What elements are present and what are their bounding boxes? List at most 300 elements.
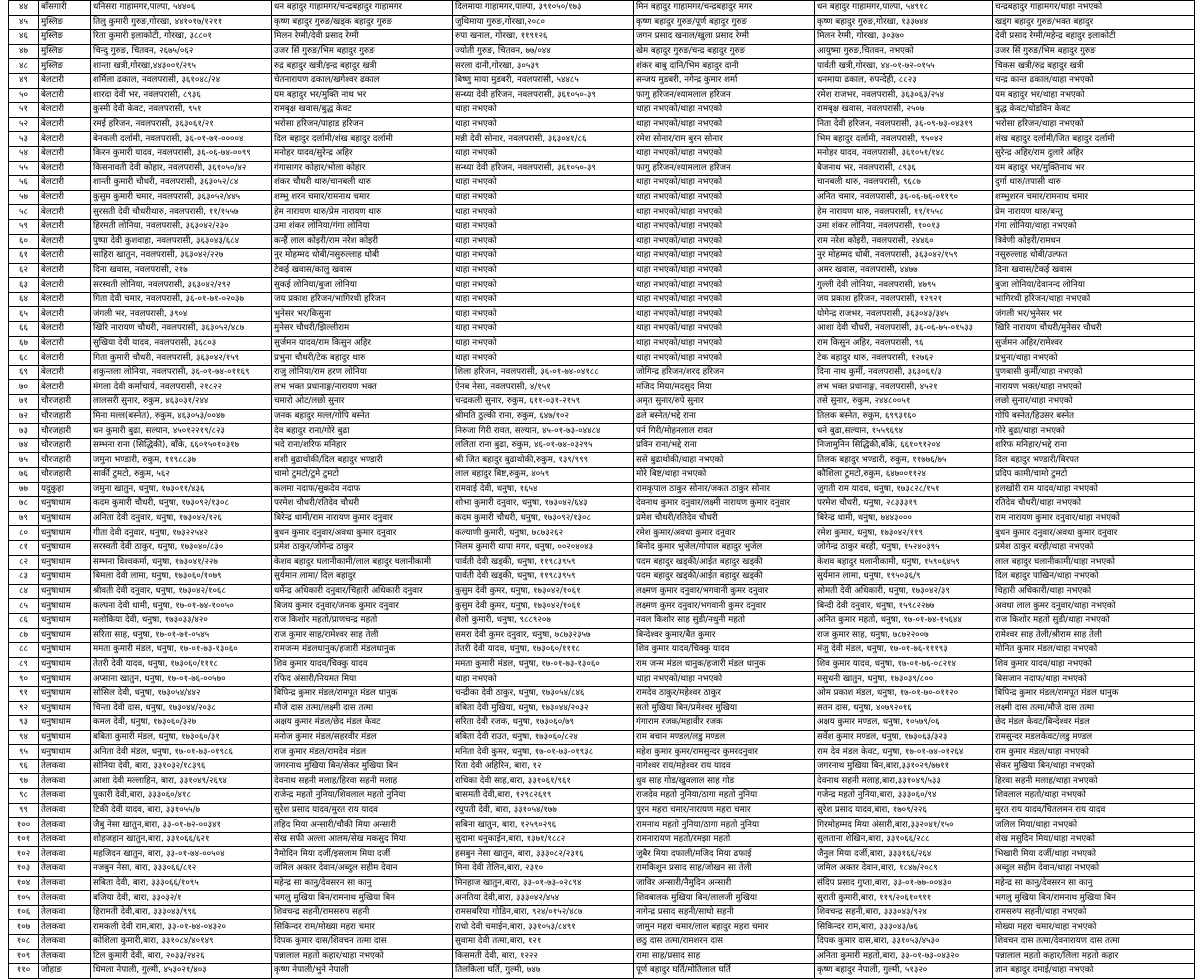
witness-one-details-cell: अनतिया देवी,बारा, ३३३०४२/४५४ xyxy=(453,891,634,906)
witness-one-details-cell: थाहा नभएको xyxy=(453,176,634,191)
witness-two-details-cell: मनोहर यादव, नवलपरासी, ३६१०५१/१४८ xyxy=(815,146,993,161)
witness-two-relations-cell: भगलु मुखिया बिन/रामनाथ मुखिया बिन xyxy=(993,891,1195,906)
witness-two-details-cell: जोगेन्द्र ठाकुर बरही, धनुषा, १५२४०३९५ xyxy=(815,540,993,555)
applicant-details-cell: मलोकिया देवी, धनुषा, १७३०३३/४२० xyxy=(91,613,272,628)
ward-name-cell: बेलटारी xyxy=(39,322,91,337)
witness-two-details-cell: आशा देवी चौधरी, नवलपरासी, ३६-०६-७५-०१५३३ xyxy=(815,322,993,337)
witness-two-relations-cell: रतिदेव चौधरी/थाहा नभएको xyxy=(993,497,1195,512)
table-row xyxy=(9,132,1195,147)
applicant-relations-cell: यम बहादुर भर/मुक्ति नाथ भर xyxy=(272,88,453,103)
applicant-relations-cell: गंगासागर कोहार/भोला कोहार xyxy=(272,161,453,176)
witness-one-relations-cell: लक्ष्मण कुमार दनुवार/भगवानी कुमर दनुवार xyxy=(634,584,815,599)
serial-number-cell: ११० xyxy=(9,964,39,979)
witness-two-details-cell: धनमाया ढकाल, रुपन्देही, ८८२३ xyxy=(815,73,993,88)
applicant-relations-cell: हेम नारायण थारु/प्रेम नारायण थारु xyxy=(272,205,453,220)
serial-number-cell: ८५ xyxy=(9,599,39,614)
applicant-details-cell: मंगला देवी कर्माचार्य, नवलपरासी, २१८२२ xyxy=(91,380,272,395)
witness-two-details-cell: बिन्दी देवी दनुवार, धनुषा, १५९८२२७७ xyxy=(815,599,993,614)
witness-one-details-cell: जुथिमाया गुरुङ,गोरखा,२०८० xyxy=(453,15,634,30)
witness-two-details-cell: दिना नाथ कुर्मी, नवलपरासी, ३६३०६१/३ xyxy=(815,365,993,380)
serial-number-cell: ७९ xyxy=(9,511,39,526)
witness-one-relations-cell: प्रविन राना/भद्दे राना xyxy=(634,438,815,453)
table-row xyxy=(9,146,1195,161)
witness-one-relations-cell: मजिद मिया/मदसुद मिया xyxy=(634,380,815,395)
applicant-relations-cell: बिजय कुमार दनुवार/जनक कुमार दनुवार xyxy=(272,599,453,614)
applicant-relations-cell: मिलन रेग्मी/देवी प्रसाद रेग्मी xyxy=(272,30,453,45)
applicant-details-cell: चिन्दु गुरुङ, चितवन, २६७५/०६२ xyxy=(91,44,272,59)
witness-one-details-cell: कदम कुमारी चौधरी, धनुषा, १७३०९२/१३०८ xyxy=(453,511,634,526)
serial-number-cell: ९६ xyxy=(9,759,39,774)
table-row xyxy=(9,628,1195,643)
applicant-details-cell: पुष्पा देवी कुशवाहा, नवलपरासी, ३६३०४३/६८४ xyxy=(91,234,272,249)
applicant-details-cell: जमुना भण्डारी, रुकुम, ११९८८३७ xyxy=(91,453,272,468)
witness-two-details-cell: सिकिन्दर राम,बारा, ३३३०४३/७६ xyxy=(815,920,993,935)
witness-two-details-cell: रमेश राजभर, नवलपरासी, ३६३०६३/२५४ xyxy=(815,88,993,103)
witness-two-details-cell: सुरेश प्रसाद यादव,बारा, १७०९/२२६ xyxy=(815,803,993,818)
applicant-details-cell: सोनिया देवी, बारा, ३३१०३२/१८३९६ xyxy=(91,759,272,774)
ward-name-cell: धनुषाधाम xyxy=(39,730,91,745)
witness-one-relations-cell: थाहा नभएको/थाहा नभएको xyxy=(634,336,815,351)
witness-one-details-cell: चन्द्रकली सुनार, रुकुम, ६११-०३१-२१५९ xyxy=(453,395,634,410)
witness-one-details-cell: थाहा नभएको xyxy=(453,205,634,220)
table-row xyxy=(9,540,1195,555)
witness-two-details-cell: केशव बहादुर घलानीकामी, धनुषा, १५९०६४५९ xyxy=(815,555,993,570)
applicant-relations-cell: सुर्यमान लामा/ दिल बहादुर xyxy=(272,570,453,585)
ward-name-cell: तेलकवा xyxy=(39,803,91,818)
ward-name-cell: तेलकवा xyxy=(39,935,91,950)
table-row xyxy=(9,249,1195,264)
witness-two-relations-cell: खड्ग बहादुर गुरुङ/भक्त बहादुर xyxy=(993,15,1195,30)
applicant-details-cell: शोहजहान खातुन,बारा, ३३१०६६/६२१ xyxy=(91,832,272,847)
applicant-details-cell: बेनकली दर्लामी, नवलपरासी, ३६-०१-७१-००००४ xyxy=(91,132,272,147)
witness-one-relations-cell: जुबैर मिया दफाली/मजिद मिया ढफाई xyxy=(634,847,815,862)
witness-two-relations-cell: गोपि बस्नेत/हिउसर बस्नेत xyxy=(993,409,1195,424)
table-row xyxy=(9,190,1195,205)
applicant-details-cell: शान्ता खत्री,गोरखा,४४३००१/२९५ xyxy=(91,59,272,74)
serial-number-cell: १०९ xyxy=(9,949,39,964)
witness-two-details-cell: जय प्रकाश हरिजन, नवलपरासी, १२९२१ xyxy=(815,292,993,307)
ward-name-cell: बेलटारी xyxy=(39,103,91,118)
witness-two-details-cell: सोमती देवी अधिकारी, धनुषा, १७३०४२/३९ xyxy=(815,584,993,599)
table-row xyxy=(9,730,1195,745)
applicant-relations-cell: शशी बुढाथोकी/दिल बहादुर भण्डारी xyxy=(272,453,453,468)
witness-two-relations-cell: शिवलाल महतो/थाहा नभएको xyxy=(993,789,1195,804)
witness-two-relations-cell: हिरवा सहनी मलाह/थाहा नभएको xyxy=(993,774,1195,789)
witness-one-details-cell: पार्वती देवी खड्की, धनुषा, ११९८३९५९ xyxy=(453,555,634,570)
record-table xyxy=(8,0,1194,979)
witness-one-relations-cell: थाहा नभएको/थाहा नभएको xyxy=(634,292,815,307)
witness-two-details-cell: सतन दास, धनुषा, ४०७९२०१६ xyxy=(815,701,993,716)
witness-one-details-cell: थाहा नभएको xyxy=(453,278,634,293)
witness-one-relations-cell: सतो मुखिया बिन/प्रमेश्वर मुखिया xyxy=(634,701,815,716)
witness-two-details-cell: पार्वती खत्री,गोरखा, ४४-०१-७२-०१५५ xyxy=(815,59,993,74)
witness-one-relations-cell: रामनाथ महतो नुनिया/ठागा महतो नुनिया xyxy=(634,818,815,833)
witness-one-details-cell: दिलमाया गाहामगर,पाल्पा, ३९१०५०/१७३ xyxy=(453,1,634,16)
applicant-relations-cell: भुनेसर भर/किसुना xyxy=(272,307,453,322)
serial-number-cell: ६३ xyxy=(9,278,39,293)
witness-two-relations-cell: भिखारी मिया दर्जी/थाहा नभएको xyxy=(993,847,1195,862)
table-row xyxy=(9,701,1195,716)
applicant-details-cell: तिलु कुमारी गुरुङ,गोरखा, ४४१०१७/१२११ xyxy=(91,15,272,30)
serial-number-cell: १०२ xyxy=(9,847,39,862)
witness-one-relations-cell: पर्न गिरी/मोहनलाल रावत xyxy=(634,424,815,439)
ward-name-cell: तेलकवा xyxy=(39,891,91,906)
serial-number-cell: ६५ xyxy=(9,307,39,322)
witness-one-details-cell: मनिता देवी कुमर, धनुषा, १७-०१-७३-०१९३८ xyxy=(453,745,634,760)
applicant-details-cell: रमई हरिजन, नवलपरासी, ३६३०६१/२१ xyxy=(91,117,272,132)
witness-two-relations-cell: शरिफ मनिहार/भद्दे राना xyxy=(993,438,1195,453)
witness-one-relations-cell: जगन प्रसाद खनाल/खुला प्रसाद रेग्मी xyxy=(634,30,815,45)
witness-one-details-cell: थाहा नभएको xyxy=(453,322,634,337)
applicant-details-cell: टिल कुमारी देवी, बारा, २०३३/२४२६ xyxy=(91,949,272,964)
witness-two-details-cell: राम देव मंडल केवट, धनुषा, १७-०१-७४-०१२६४ xyxy=(815,745,993,760)
witness-two-relations-cell: चिकस खत्री/रुद्र बहादुर खत्री xyxy=(993,59,1195,74)
witness-one-details-cell: थाहा नभएको xyxy=(453,146,634,161)
witness-two-details-cell: देवनाथ सहनी मलाह,बारा,३३१०४९/५३३ xyxy=(815,774,993,789)
witness-one-details-cell: मिनहाज खातुन,बारा, ३३-०१-७३-०२८९४ xyxy=(453,876,634,891)
witness-two-details-cell: मंजु देवी मंडल, धनुषा, १७-०१-७६-१११९३ xyxy=(815,643,993,658)
witness-one-details-cell: निलम कुमारी थापा मगर, धनुषा, ००२०४०४३ xyxy=(453,540,634,555)
applicant-relations-cell: कलमा नदाफ/सुकदेव नदाफ xyxy=(272,482,453,497)
witness-two-relations-cell: राम कुमार मंडल/थाहा नभएको xyxy=(993,745,1195,760)
serial-number-cell: ८१ xyxy=(9,540,39,555)
ward-name-cell: चौरजहारी xyxy=(39,395,91,410)
witness-two-relations-cell: बिपिन्द्र कुमार मंडल/रामपूत मंडल धानुक xyxy=(993,686,1195,701)
witness-one-relations-cell: छठु दास तत्मा/रामशरन दास xyxy=(634,935,815,950)
witness-one-details-cell: ललिता राना बुढा, रुकुम, ४६-०१-७४-०३२९५ xyxy=(453,438,634,453)
applicant-relations-cell: भरोसा हरिजन/पाहाड हरिजन xyxy=(272,117,453,132)
ward-name-cell: चौरजहारी xyxy=(39,438,91,453)
applicant-relations-cell: मनोज कुमार मंडल/सहरवीर मंडल xyxy=(272,730,453,745)
witness-two-relations-cell: त्रिवेणी कोइरी/रामधन xyxy=(993,234,1195,249)
witness-one-details-cell: थाहा नभएको xyxy=(453,234,634,249)
serial-number-cell: ७४ xyxy=(9,438,39,453)
witness-two-relations-cell: यम बहादुर भर/मुक्तिनाथ भर xyxy=(993,161,1195,176)
ward-name-cell: तेलकवा xyxy=(39,847,91,862)
witness-two-relations-cell: रामेश्वर साह तेली/श्रीराम साह तेली xyxy=(993,628,1195,643)
applicant-details-cell: सुरसती देवी चौधरीथारु, नवलपरासी, ११/१५५७ xyxy=(91,205,272,220)
witness-one-relations-cell: जोगिन्द्र हरिजन/शरद हरिजन xyxy=(634,365,815,380)
witness-two-details-cell: सुर्यमान लामा, धनुषा, १९५०३६/९ xyxy=(815,570,993,585)
witness-one-details-cell: थाहा नभएको xyxy=(453,263,634,278)
applicant-relations-cell: शम्भु शरन चमार/रामनाथ चमार xyxy=(272,190,453,205)
applicant-relations-cell: धर्मेन्द्र अधिकारी दनुवार/चिहारी अधिकारी दनुवार xyxy=(272,584,453,599)
table-body xyxy=(9,1,1195,979)
table-row xyxy=(9,964,1195,979)
witness-two-relations-cell: राज किशोर महतो सुडी/थाहा नभएको xyxy=(993,613,1195,628)
applicant-relations-cell: प्रमेश ठाकुर/जोगेन्द्र ठाकुर xyxy=(272,540,453,555)
witness-two-relations-cell: खिरि नारायण चौधरी/मुनेसर चौधरी xyxy=(993,322,1195,337)
table-row xyxy=(9,526,1195,541)
table-row xyxy=(9,818,1195,833)
applicant-details-cell: लालसरी सुनार, रुकुम, ४६३०३१/२४४ xyxy=(91,395,272,410)
witness-two-relations-cell: लाल बहादुर घलानीकामी/थाहा नभएको xyxy=(993,555,1195,570)
table-row xyxy=(9,657,1195,672)
serial-number-cell: ६८ xyxy=(9,351,39,366)
witness-one-details-cell: थाहा नभएको xyxy=(453,190,634,205)
witness-two-relations-cell: सुर्जमन अहिर/रामेश्वर xyxy=(993,336,1195,351)
witness-two-details-cell: नुर मोहम्मद धोबी, नवलपरासी, ३६३०४२/१५९ xyxy=(815,249,993,264)
serial-number-cell: १०८ xyxy=(9,935,39,950)
table-row xyxy=(9,117,1195,132)
applicant-details-cell: सार्की टुमटो, रुकुम, ५६२ xyxy=(91,468,272,483)
serial-number-cell: ४४ xyxy=(9,1,39,16)
ward-name-cell: धनुषाधाम xyxy=(39,657,91,672)
ward-name-cell: धनुषाधाम xyxy=(39,555,91,570)
applicant-relations-cell: रफिद अंसारी/नियमत मिया xyxy=(272,672,453,687)
witness-one-relations-cell: शिव कुमार यादव/चिक्कु यादव xyxy=(634,643,815,658)
table-row xyxy=(9,497,1195,512)
table-row xyxy=(9,307,1195,322)
applicant-relations-cell: सुकई लोनिया/बुजा लोनिया xyxy=(272,278,453,293)
applicant-details-cell: कमल देवी, धनुषा, १७३०६०/३२७ xyxy=(91,716,272,731)
witness-two-relations-cell: चन्द्र कान्त ढकाल/थाहा नभएको xyxy=(993,73,1195,88)
table-row xyxy=(9,380,1195,395)
applicant-details-cell: किसनावती देवी कोहार, नवलपरासी, ३६१०५०/४२ xyxy=(91,161,272,176)
witness-one-relations-cell: थाहा नभएको/थाहा नभएको xyxy=(634,117,815,132)
witness-two-relations-cell: चन्द्रबहादुर गाहामगर/थाहा नभएको xyxy=(993,1,1195,16)
witness-two-details-cell: भिम बहादुर दर्लामी, नवलपरासी, ९५०४२ xyxy=(815,132,993,147)
serial-number-cell: १०१ xyxy=(9,832,39,847)
ward-name-cell: धनुषाधाम xyxy=(39,701,91,716)
witness-two-relations-cell: जंगली भर/भुनेसर भर xyxy=(993,307,1195,322)
witness-one-details-cell: थाहा नभएको xyxy=(453,292,634,307)
serial-number-cell: ७१ xyxy=(9,395,39,410)
applicant-relations-cell: दिपक कुमार दास/शिवचन तत्मा दास xyxy=(272,935,453,950)
applicant-details-cell: अप्साना खातुन, धनुषा, १७-०१-७६-००५७० xyxy=(91,672,272,687)
applicant-details-cell: महजिदन खातुन, बारा, ३३-०१-७४-००५०४ xyxy=(91,847,272,862)
witness-two-details-cell: अनित कुमार महतो, धनुषा, १७-०१-७४-१५६४४ xyxy=(815,613,993,628)
table-row xyxy=(9,30,1195,45)
serial-number-cell: ५६ xyxy=(9,176,39,191)
witness-two-relations-cell: लक्ष्मी दास तत्मा/मौजे दास तत्मा xyxy=(993,701,1195,716)
serial-number-cell: ४७ xyxy=(9,44,39,59)
witness-two-details-cell: लभ भक्त प्रधानाङ्ग, नवलपरासी, ४५२१ xyxy=(815,380,993,395)
applicant-relations-cell: राजेन्द्र महतो नुनिया/शिवलाल महतो नुनिया xyxy=(272,789,453,804)
applicant-details-cell: तेतरी देवी यादव, धनुषा, १७३०६०/१११८ xyxy=(91,657,272,672)
ward-name-cell: बेलटारी xyxy=(39,234,91,249)
witness-one-relations-cell: खेम बहादुर गुरुङ/चन्द्र बहादुर गुरुङ xyxy=(634,44,815,59)
ward-name-cell: तेलकवा xyxy=(39,862,91,877)
applicant-relations-cell: राज किशोर महतो/प्राणचन्द्र महतो xyxy=(272,613,453,628)
applicant-details-cell: कदम कुमारी चौधरी, धनुषा, १७३०९२/१३०८ xyxy=(91,497,272,512)
witness-one-relations-cell: पदम बहादुर खड्की/आईत बहादुर खड्की xyxy=(634,570,815,585)
serial-number-cell: ९८ xyxy=(9,789,39,804)
serial-number-cell: ६६ xyxy=(9,322,39,337)
witness-two-relations-cell: शम्भुशरन चमार/रामनाथ चमार xyxy=(993,190,1195,205)
table-row xyxy=(9,15,1195,30)
applicant-relations-cell: लभ भक्त प्रधानाङ्ग/नारायण भक्त xyxy=(272,380,453,395)
witness-two-details-cell: गिरमोहम्मद मिया अंसारी,बारा,३३२०४१/१५० xyxy=(815,818,993,833)
witness-two-details-cell: रामबृक्ष खवास, नवलपरासी, २५०७ xyxy=(815,103,993,118)
witness-one-details-cell: थाहा नभएको xyxy=(453,351,634,366)
applicant-relations-cell: अक्षय कुमार मंडल/छेद मंडल केवट xyxy=(272,716,453,731)
witness-one-details-cell: रिता देवी अहिरिन, बारा, १२ xyxy=(453,759,634,774)
applicant-details-cell: अनिता देवी दनुवार, धनुषा, १७३०४२/१२६ xyxy=(91,511,272,526)
ward-name-cell: तेलकवा xyxy=(39,818,91,833)
serial-number-cell: ९५ xyxy=(9,745,39,760)
applicant-relations-cell: केशव बहादुर घलानीकामी/लाल बहादुर घलानीकामी xyxy=(272,555,453,570)
witness-one-details-cell: मिना देवी तेलिन,बारा, २३१० xyxy=(453,862,634,877)
witness-two-details-cell: सुलताना शेखिन,बारा, ३३१०६६/२८८ xyxy=(815,832,993,847)
applicant-details-cell: सरिता साह, धनुषा, १७-०१-७१-०५४५ xyxy=(91,628,272,643)
witness-one-details-cell: कुसुम देवी कुमर, धनुषा, १७३०४२/१०६१ xyxy=(453,599,634,614)
applicant-relations-cell: टेकई खवास/कालु खवास xyxy=(272,263,453,278)
ward-name-cell: तेलकवा xyxy=(39,905,91,920)
ward-name-cell: धनुषाधाम xyxy=(39,672,91,687)
witness-one-details-cell: राधिका देवी साह,बारा, ३३१०६१/९६१ xyxy=(453,774,634,789)
witness-two-relations-cell: प्रेम नारायण थारु/बन्तु xyxy=(993,205,1195,220)
serial-number-cell: ८६ xyxy=(9,613,39,628)
applicant-relations-cell: भदे राना/शरिफ मनिहार xyxy=(272,438,453,453)
witness-one-relations-cell: मिन बहादुर गाहामगर/चन्द्रबहादुर मगर xyxy=(634,1,815,16)
ward-name-cell: बेलटारी xyxy=(39,336,91,351)
ward-name-cell: तेलकवा xyxy=(39,789,91,804)
ward-name-cell: बेलटारी xyxy=(39,307,91,322)
witness-two-relations-cell: पुणबासी कुर्मी/थाहा नभएको xyxy=(993,365,1195,380)
serial-number-cell: ६० xyxy=(9,234,39,249)
witness-two-details-cell: शिव कुमार यादव, धनुषा, १७-०१-७६-०८२१४ xyxy=(815,657,993,672)
serial-number-cell: ४५ xyxy=(9,15,39,30)
applicant-relations-cell: कृष्ण नेपाली/भुने नेपाली xyxy=(272,964,453,979)
applicant-details-cell: श्रीवती देवी दनुवार, धनुषा, १७३०४२/१०६८ xyxy=(91,584,272,599)
serial-number-cell: ६७ xyxy=(9,336,39,351)
witness-two-relations-cell: बुजा लोनिया/देवानन्द लोनिया xyxy=(993,278,1195,293)
serial-number-cell: ६४ xyxy=(9,292,39,307)
witness-one-details-cell: सन्ध्या देवी हरिजन, नवलपरासी, ३६१०५०-३९ xyxy=(453,161,634,176)
witness-one-details-cell: ज्योती गुरुङ, चितवन, ७७/०४४ xyxy=(453,44,634,59)
witness-one-relations-cell: थाहा नभएको/थाहा नभएको xyxy=(634,103,815,118)
applicant-relations-cell: परमेश चौधरी/रतिदेव चौधरी xyxy=(272,497,453,512)
serial-number-cell: ९० xyxy=(9,672,39,687)
witness-one-relations-cell: थाहा नभएको/थाहा नभएको xyxy=(634,322,815,337)
table-row xyxy=(9,453,1195,468)
applicant-details-cell: रामकली देवी राम,बारा, ३३-०१-७४-०४३२० xyxy=(91,920,272,935)
applicant-relations-cell: सुरेश प्रसाद यादव/मुरत राय यादव xyxy=(272,803,453,818)
applicant-details-cell: बबिता कुमारी मंडल, धनुषा, १७३०६०/३१ xyxy=(91,730,272,745)
applicant-relations-cell: चमारो ओट/लछो सुनार xyxy=(272,395,453,410)
serial-number-cell: १०६ xyxy=(9,905,39,920)
witness-one-details-cell: राधो देवी चमाईन,बारा, ३३१०५३/८४९१ xyxy=(453,920,634,935)
serial-number-cell: ५० xyxy=(9,88,39,103)
applicant-details-cell: किरन कुमारी यादव, नवलपरासी, ३६-०६-७४-००९९ xyxy=(91,146,272,161)
witness-two-details-cell: टेक बहादुर थारु, नवलपरासी, १२७६२ xyxy=(815,351,993,366)
applicant-relations-cell: प्रभुना चौधरी/टेक बहादुर थारु xyxy=(272,351,453,366)
witness-two-relations-cell: भरोसा हरिजन/थाहा नभएको xyxy=(993,117,1195,132)
witness-one-relations-cell: देवनाथ कुमार दनुवार/लक्ष्मी नारायण कुमार दनुवार xyxy=(634,497,815,512)
ward-name-cell: धनुषाधाम xyxy=(39,686,91,701)
witness-one-relations-cell: थाहा नभएको/थाहा नभएको xyxy=(634,219,815,234)
witness-one-details-cell: शिला हरिजन, नवलपरासी, ३६-०१-७४-०४१८८ xyxy=(453,365,634,380)
witness-two-relations-cell: नारायण भक्त/थाहा नभएको xyxy=(993,380,1195,395)
applicant-details-cell: कोशिला कुमारी,बारा, ३३१०८४/४०१४९ xyxy=(91,935,272,950)
table-row xyxy=(9,672,1195,687)
witness-one-details-cell: रघुपती देवी, बारा, ३३१०५४/१७७ xyxy=(453,803,634,818)
witness-two-relations-cell: दुर्गा थारु/तपासी थारु xyxy=(993,176,1195,191)
witness-two-relations-cell: बुद्ध केवट/घोडविन केवट xyxy=(993,103,1195,118)
witness-one-details-cell: बासमती देवी,बारा, १२९८२६१९ xyxy=(453,789,634,804)
witness-two-details-cell: राम किसुन अहिर, नवलपरासी, ९६ xyxy=(815,336,993,351)
applicant-relations-cell: उजर सिं गुरुङ/भिम बहादुर गुरुङ xyxy=(272,44,453,59)
witness-one-details-cell: थाहा नभएको xyxy=(453,219,634,234)
ward-name-cell: तेलकवा xyxy=(39,920,91,935)
witness-one-relations-cell: लक्ष्मण कुमर दनुवार/भगवानी कुमर दनुवार xyxy=(634,599,815,614)
serial-number-cell: ४८ xyxy=(9,59,39,74)
serial-number-cell: ९२ xyxy=(9,701,39,716)
witness-one-relations-cell: पुरन महरा चमार/नारायण महरा चमार xyxy=(634,803,815,818)
witness-two-relations-cell: बिसजान नदाफ/थाहा नभएको xyxy=(993,672,1195,687)
witness-two-details-cell: परमेश चौधरी, धनुषा, २८३३३१९ xyxy=(815,497,993,512)
applicant-relations-cell: रामबृक्ष खवास/बुद्ध केवट xyxy=(272,103,453,118)
witness-two-relations-cell: महेन्द्र सा कानु/देवसरन सा कानु xyxy=(993,876,1195,891)
table-row xyxy=(9,686,1195,701)
serial-number-cell: ८९ xyxy=(9,657,39,672)
serial-number-cell: १०५ xyxy=(9,891,39,906)
applicant-relations-cell: मुनेसर चौधरी/झिल्लीराम xyxy=(272,322,453,337)
ward-name-cell: तेलकवा xyxy=(39,949,91,964)
ward-name-cell: धनुषाधाम xyxy=(39,716,91,731)
witness-one-details-cell: समरा देवी कुमर दनुवार, धनुषा, ७८७३२३५७ xyxy=(453,628,634,643)
witness-two-relations-cell: ज्ञान बहादुर दमाई/थाहा नभएको xyxy=(993,964,1195,979)
witness-two-details-cell: तसे सुनार, रुकुम, २४४८००५१ xyxy=(815,395,993,410)
applicant-details-cell: कल्पना देवी धामी, धनुषा, १७-०१-७४-१००५० xyxy=(91,599,272,614)
ward-name-cell: तेलकवा xyxy=(39,774,91,789)
witness-one-relations-cell: थाहा नभएको/थाहा नभएको xyxy=(634,146,815,161)
applicant-relations-cell: महेन्द्र सा कानु/देवसरन सा कानु xyxy=(272,876,453,891)
witness-two-details-cell: धन बहादुर गाहामगर,पाल्पा, ५४९१८ xyxy=(815,1,993,16)
table-row xyxy=(9,511,1195,526)
witness-two-details-cell: राज कुमार साह, धनुषा, ७८७२२००७ xyxy=(815,628,993,643)
ward-name-cell: चौरजहारी xyxy=(39,409,91,424)
witness-one-details-cell: तेतरी देवी यादव, धनुषा, १७३०६०/१११८ xyxy=(453,643,634,658)
table-row xyxy=(9,570,1195,585)
witness-one-relations-cell: नवल किशोर साह सुडी/नथुनी महतो xyxy=(634,613,815,628)
table-row xyxy=(9,438,1195,453)
witness-two-details-cell: कृष्ण बहादुर गुरुङ,गोरखा, १३३७४४ xyxy=(815,15,993,30)
witness-two-relations-cell: भागिरथी हरिजन/थाहा नभएको xyxy=(993,292,1195,307)
table-row xyxy=(9,745,1195,760)
applicant-relations-cell: जय प्रकाश हरिजन/भागिरथी हरिजन xyxy=(272,292,453,307)
witness-two-relations-cell: गोरे बुढा/थाहा नभएको xyxy=(993,424,1195,439)
table-row xyxy=(9,73,1195,88)
serial-number-cell: ९१ xyxy=(9,686,39,701)
witness-two-details-cell: निता देवी हरिजन, नवलपरासी, ३६-०९-७३-०४३१९ xyxy=(815,117,993,132)
serial-number-cell: ७२ xyxy=(9,409,39,424)
witness-one-relations-cell: रामनारायण महतो/रमझा महतो xyxy=(634,832,815,847)
applicant-details-cell: टिकी देवी यादव, बारा, ३३१०५५/७ xyxy=(91,803,272,818)
applicant-details-cell: शकुन्तला लोनिया, नवलपरासी, ३६-०१-७४-०११६९ xyxy=(91,365,272,380)
witness-one-relations-cell: थाहा नभएको/थाहा नभएको xyxy=(634,176,815,191)
ward-name-cell: मुस्लिङ xyxy=(39,15,91,30)
witness-two-relations-cell: अवधा लाल कुमर दनुवार/थाहा नभएको xyxy=(993,599,1195,614)
serial-number-cell: ७८ xyxy=(9,497,39,512)
table-row xyxy=(9,789,1195,804)
witness-one-details-cell: शोभा कुमारी दनुवार, धनुषा, १७३०४२/६४३ xyxy=(453,497,634,512)
witness-two-relations-cell: मुरत राय यादव/चितलमन राय यादव xyxy=(993,803,1195,818)
witness-two-details-cell: कृष्ण बहादुर नेपाली, गुल्मी, ५१३२० xyxy=(815,964,993,979)
applicant-details-cell: सरस्वती लोनिया, नवलपरासी, ३६३०४२/२९२ xyxy=(91,278,272,293)
applicant-relations-cell: शिवचन्द्र सहनी/रामसरुप सहनी xyxy=(272,905,453,920)
witness-two-details-cell: तिलक बहादुर भण्डारी, रुकुम, ११७७६/७५ xyxy=(815,453,993,468)
applicant-details-cell: सम्भना विश्वकर्मा, धनुषा, १७३०४१/२२७ xyxy=(91,555,272,570)
applicant-details-cell: सुखिया देवी यादव, नवलपरासी, ३६८०३ xyxy=(91,336,272,351)
witness-one-relations-cell: गंगाराम रजक/महावीर रजक xyxy=(634,716,815,731)
witness-one-details-cell: थाहा नभएको xyxy=(453,307,634,322)
witness-two-relations-cell: सुरेन्द्र अहिर/राम दुलारे अहिर xyxy=(993,146,1195,161)
ward-name-cell: धनुषाधाम xyxy=(39,497,91,512)
witness-one-relations-cell: रामकिशुन प्रसाद साह/जोखन सा तेली xyxy=(634,862,815,877)
applicant-relations-cell: भगलु मुखिया बिन/रामनाथ मुखिया बिन xyxy=(272,891,453,906)
